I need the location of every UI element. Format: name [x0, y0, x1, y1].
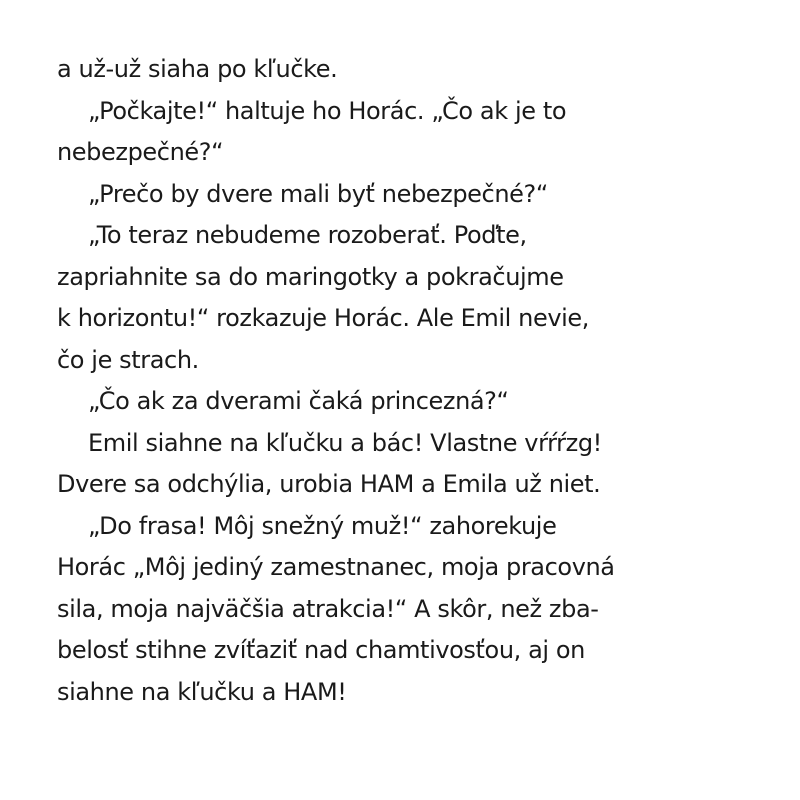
text-line: „Prečo by dvere mali byť nebezpečné?“	[88, 179, 548, 208]
text-line: Emil siahne na kľučku a bác! Vlastne vŕŕŕzg!	[88, 428, 602, 457]
story-text	[57, 49, 757, 713]
text-line: belosť stihne zvíťaziť nad chamtivosťou, aj on	[57, 636, 585, 664]
text-line: „Počkajte!“ haltuje ho Horác. „Čo ak je to	[88, 96, 567, 125]
text-line: sila, moja najväčšia atrakcia!“ A skôr, než zba-	[57, 594, 599, 623]
text-line: „Čo ak za dverami čaká princezná?“	[88, 387, 509, 415]
text-line: siahne na kľučku a HAM!	[57, 677, 347, 706]
text-line: „To teraz nebudeme rozoberať. Poďte,	[88, 221, 527, 249]
text-line: zapriahnite sa do maringotky a pokračujme	[57, 262, 564, 291]
text-line: „Do frasa! Môj snežný muž!“ zahorekuje	[88, 511, 557, 540]
text-line: Horác „Môj jediný zamestnanec, moja pracovná	[57, 553, 615, 581]
text-line: a už-už siaha po kľučke.	[57, 55, 338, 83]
text-line: k horizontu!“ rozkazuje Horác. Ale Emil nevie,	[57, 304, 590, 332]
text-line: Dvere sa odchýlia, urobia HAM a Emila už niet.	[57, 470, 601, 498]
text-line: čo je strach.	[57, 345, 199, 374]
text-line: nebezpečné?“	[57, 138, 224, 166]
